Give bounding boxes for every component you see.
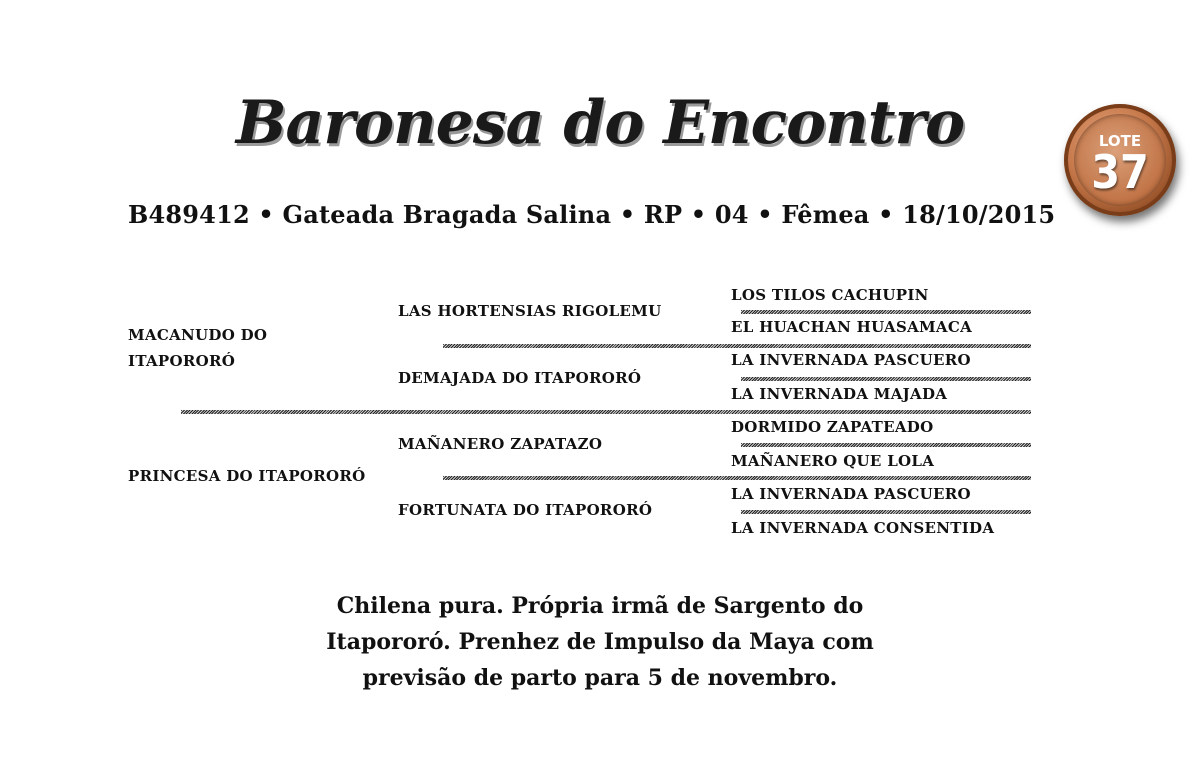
great-grandparent: LA INVERNADA PASCUERO xyxy=(731,351,971,369)
maternal-grandsire: MAÑANERO ZAPATAZO xyxy=(398,435,603,453)
notes-line: Itapororó. Prenhez de Impulso da Maya com xyxy=(326,629,874,655)
notes xyxy=(300,588,900,696)
divider-line xyxy=(741,377,1031,381)
divider-line xyxy=(741,443,1031,447)
great-grandparent: LOS TILOS CACHUPIN xyxy=(731,286,929,304)
sire-name: MACANUDO DO ITAPORORÓ xyxy=(128,326,268,370)
dam-name: PRINCESA DO ITAPORORÓ xyxy=(128,467,366,485)
notes-line: Chilena pura. Própria irmã de Sargento do xyxy=(336,593,864,619)
great-grandparent: MAÑANERO QUE LOLA xyxy=(731,452,935,470)
lot-number: 37 xyxy=(1091,145,1149,199)
great-grandparent: LA INVERNADA PASCUERO xyxy=(731,485,971,503)
notes-line: previsão de parto para 5 de novembro. xyxy=(362,665,838,691)
great-grandparent: LA INVERNADA CONSENTIDA xyxy=(731,519,995,537)
registration-info: B489412 • Gateada Bragada Salina • RP • 04 • Fêmea • 18/10/2015 xyxy=(128,200,1056,229)
divider-line xyxy=(741,310,1031,314)
paternal-granddam: DEMAJADA DO ITAPORORÓ xyxy=(398,369,642,387)
great-grandparent: EL HUACHAN HUASAMACA xyxy=(731,318,973,336)
divider-line xyxy=(443,476,1031,480)
divider-line xyxy=(443,344,1031,348)
divider-line xyxy=(181,410,1031,414)
great-grandparent: DORMIDO ZAPATEADO xyxy=(731,418,934,436)
horse-name-title: Baronesa do Encontro xyxy=(235,88,965,158)
great-grandparent: LA INVERNADA MAJADA xyxy=(731,385,948,403)
maternal-granddam: FORTUNATA DO ITAPORORÓ xyxy=(398,501,653,519)
divider-line xyxy=(741,510,1031,514)
lot-label: LOTE xyxy=(1098,132,1142,150)
lot-badge xyxy=(1064,104,1176,216)
paternal-grandsire: LAS HORTENSIAS RIGOLEMU xyxy=(398,302,662,320)
